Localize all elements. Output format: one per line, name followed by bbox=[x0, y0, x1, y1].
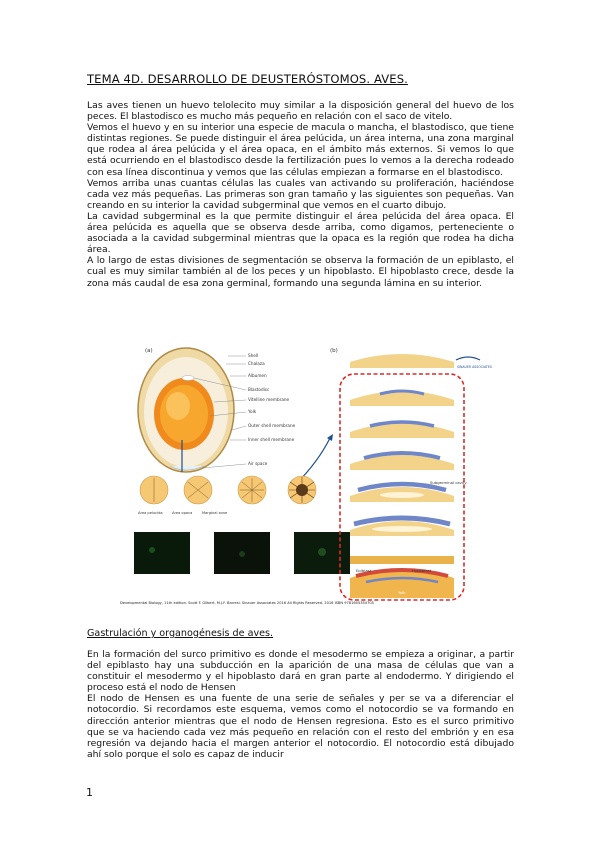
egg-label: Blastodisc bbox=[248, 387, 270, 392]
stage-label: Area pelucida bbox=[138, 511, 163, 515]
figure-caption: Developmental Biology, 11th edition. Scott F. Gilbert, M.J.F. Barresi. Sinauer Associates 2016 All Rights Reserved. 2016 ISBN 9781605354705 bbox=[120, 601, 374, 605]
page-number: 1 bbox=[86, 786, 93, 799]
paragraph: La cavidad subgerminal es la que permite distinguir el área pelúcida del área opaca. El área pelúcida es aquella que se observa desde arriba, como digamos, perteneciente o asociada a la cavidad subgerminal mientras que la opaca es la región que rodea ha dicha área. bbox=[87, 210, 514, 256]
paragraph: Las aves tienen un huevo telolecito muy similar a la disposición general del huevo de los peces. El blastodisco es mucho más pequeño en relación con el saco de vitelo. bbox=[87, 100, 514, 123]
section-2-subtitle: Gastrulación y organogénesis de aves. bbox=[87, 628, 274, 639]
panel-a-label: (a) bbox=[145, 348, 153, 354]
egg-part-labels bbox=[247, 353, 296, 466]
stage-label: Area opaca bbox=[172, 511, 193, 515]
egg-label: Outer shell membrane bbox=[248, 423, 296, 428]
section-label: Subgerminal cavity bbox=[430, 480, 467, 485]
panel-b-label: (b) bbox=[330, 348, 338, 354]
egg-label: Vitelline membrane bbox=[248, 397, 290, 402]
egg-label: Shell bbox=[248, 353, 259, 358]
section-label: Yolk bbox=[398, 590, 406, 595]
egg-illustration bbox=[138, 348, 234, 472]
cleavage-discs-row bbox=[140, 476, 316, 504]
document-title: TEMA 4D. DESARROLLO DE DEUSTERÓSTOMOS. AVES. bbox=[87, 72, 408, 86]
paragraph: Vemos el huevo y en su interior una especie de macula o mancha, el blastodisco, que tiene distintas regiones. Se puede distinguir el área pelúcida, un área interna, una zona marginal que rodea al área pelúcida y el área opaca, en el ámbito más externos. Si vemos lo que está ocurriendo en el blastodisco desde la fertilización pues lo vemos a la derecha rodeado con esa línea discontinua y vemos que las células empiezan a formarse en el blastodisco. bbox=[87, 122, 514, 178]
stage-label: Marginal zone bbox=[202, 511, 228, 515]
paragraph: Vemos arriba unas cuantas células las cuales van activando su proliferación, haciéndose cada vez más pequeñas. Las primeras son gran tamaño y las siguientes son pequeñas. Van creando en su interior la cavidad subgerminal que vemos en el cuarto dibujo. bbox=[87, 177, 514, 211]
egg-label: Chalaza bbox=[248, 361, 265, 366]
micrograph bbox=[134, 532, 190, 574]
paragraph: En la formación del surco primitivo es donde el mesodermo se empieza a originar, a partir del epiblasto hay una subducción en la aparición de una masa de células que van a constituir el mesodermo y el hipoblasto dará en gran parte al endodermo. Y dirigiendo el proceso está el nodo de Hensen bbox=[87, 649, 514, 694]
cleavage-sections bbox=[350, 354, 454, 598]
paragraph: A lo largo de estas divisiones de segmentación se observa la formación de un epiblasto, el cual es muy similar también al de los peces y un hipoblasto. El hipoblasto crece, desde la zona más caudal de esa zona germinal, formando una segunda lámina en su interior. bbox=[87, 255, 514, 289]
section-label: Epiblast bbox=[356, 568, 372, 573]
egg-label: Yolk bbox=[248, 409, 257, 414]
section-1-text bbox=[87, 100, 514, 289]
section-label: Hypoblast bbox=[412, 568, 432, 573]
section-2-text bbox=[87, 649, 514, 760]
stage-labels bbox=[138, 511, 228, 515]
egg-label: Air space bbox=[248, 461, 268, 466]
paragraph: El nodo de Hensen es una fuente de una serie de señales y per se va a diferenciar el notocordio. Si recordamos este esquema, vemos como el notocordio se va formando en dirección anterior mientras que el nodo de Hensen regresiona. Esto es el surco primitivo que se va haciendo cada vez más pequeño en relación con el resto del embrión y en esa regresión va dejando hacia el margen anterior el notocordio. El notocordio está dibujado ahí solo porque el solo es capaz de inducir bbox=[87, 693, 514, 760]
egg-label: Albumen bbox=[248, 373, 267, 378]
egg-development-figure bbox=[118, 342, 492, 614]
sinauer-logo: SINAUER ASSOCIATES bbox=[457, 365, 492, 369]
egg-label: Inner shell membrane bbox=[248, 437, 295, 442]
